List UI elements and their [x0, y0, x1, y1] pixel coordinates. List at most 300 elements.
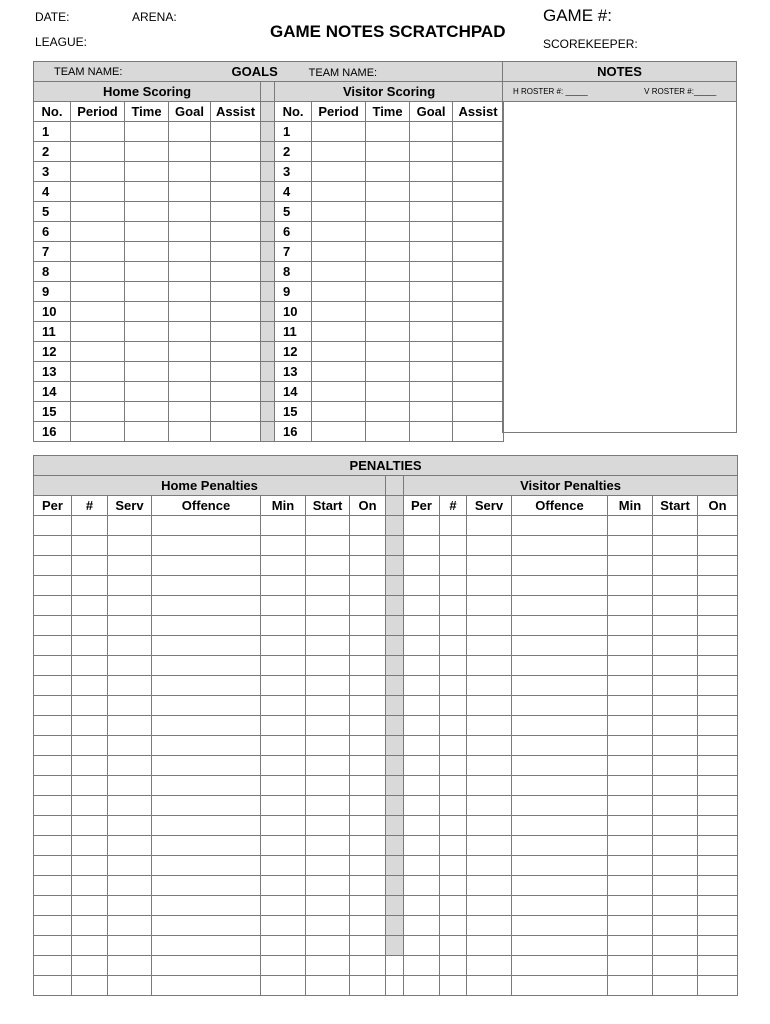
home-penalty-cell[interactable] [152, 576, 261, 596]
home-goal-cell[interactable] [71, 422, 125, 442]
home-penalty-cell[interactable] [306, 896, 350, 916]
home-penalty-cell[interactable] [306, 916, 350, 936]
home-goal-cell[interactable] [169, 162, 211, 182]
visitor-goal-cell[interactable] [453, 282, 504, 302]
visitor-goal-cell[interactable] [366, 242, 410, 262]
home-penalty-cell[interactable] [306, 856, 350, 876]
home-penalty-cell[interactable] [261, 696, 306, 716]
home-penalty-cell[interactable] [34, 716, 72, 736]
visitor-goal-cell[interactable] [366, 282, 410, 302]
home-penalty-cell[interactable] [152, 696, 261, 716]
home-penalty-cell[interactable] [261, 756, 306, 776]
visitor-goal-cell[interactable] [312, 322, 366, 342]
visitor-goal-cell[interactable] [453, 222, 504, 242]
visitor-penalty-cell[interactable] [440, 856, 467, 876]
visitor-penalty-cell[interactable] [467, 736, 512, 756]
visitor-goal-cell[interactable] [453, 382, 504, 402]
home-goal-cell[interactable] [169, 142, 211, 162]
home-penalty-cell[interactable] [108, 776, 152, 796]
visitor-penalty-cell[interactable] [404, 936, 440, 956]
visitor-penalty-cell[interactable] [440, 716, 467, 736]
visitor-penalty-cell[interactable] [512, 636, 608, 656]
home-penalty-cell[interactable] [306, 596, 350, 616]
home-penalty-cell[interactable] [72, 856, 108, 876]
visitor-penalty-cell[interactable] [467, 756, 512, 776]
visitor-penalty-cell[interactable] [404, 676, 440, 696]
visitor-goal-cell[interactable] [366, 362, 410, 382]
visitor-penalty-cell[interactable] [440, 596, 467, 616]
home-goal-cell[interactable] [125, 262, 169, 282]
home-goal-cell[interactable] [71, 322, 125, 342]
home-penalty-cell[interactable] [306, 516, 350, 536]
visitor-penalty-cell[interactable] [698, 716, 738, 736]
visitor-penalty-cell[interactable] [467, 576, 512, 596]
visitor-penalty-cell[interactable] [440, 556, 467, 576]
visitor-penalty-cell[interactable] [653, 916, 698, 936]
visitor-penalty-cell[interactable] [698, 596, 738, 616]
home-penalty-cell[interactable] [350, 896, 386, 916]
home-penalty-cell[interactable] [72, 656, 108, 676]
home-penalty-cell[interactable] [350, 756, 386, 776]
visitor-goal-cell[interactable] [312, 222, 366, 242]
home-goal-cell[interactable] [211, 362, 261, 382]
visitor-penalty-cell[interactable] [404, 716, 440, 736]
home-penalty-cell[interactable] [108, 956, 152, 976]
visitor-penalty-cell[interactable] [467, 896, 512, 916]
home-penalty-cell[interactable] [108, 516, 152, 536]
visitor-penalty-cell[interactable] [467, 516, 512, 536]
home-penalty-cell[interactable] [108, 936, 152, 956]
home-goal-cell[interactable] [169, 182, 211, 202]
visitor-penalty-cell[interactable] [608, 836, 653, 856]
visitor-goal-cell[interactable] [410, 242, 453, 262]
visitor-penalty-cell[interactable] [653, 876, 698, 896]
visitor-penalty-cell[interactable] [698, 656, 738, 676]
home-penalty-cell[interactable] [306, 816, 350, 836]
home-penalty-cell[interactable] [350, 856, 386, 876]
home-penalty-cell[interactable] [152, 796, 261, 816]
home-penalty-cell[interactable] [34, 636, 72, 656]
visitor-goal-cell[interactable] [366, 422, 410, 442]
home-goal-cell[interactable] [125, 362, 169, 382]
home-goal-cell[interactable] [169, 122, 211, 142]
visitor-goal-cell[interactable] [312, 242, 366, 262]
visitor-goal-cell[interactable] [453, 322, 504, 342]
visitor-penalty-cell[interactable] [467, 856, 512, 876]
visitor-goal-cell[interactable] [453, 142, 504, 162]
home-penalty-cell[interactable] [261, 536, 306, 556]
visitor-penalty-cell[interactable] [467, 876, 512, 896]
visitor-penalty-cell[interactable] [467, 716, 512, 736]
home-penalty-cell[interactable] [152, 716, 261, 736]
visitor-penalty-cell[interactable] [440, 876, 467, 896]
home-penalty-cell[interactable] [108, 916, 152, 936]
visitor-penalty-cell[interactable] [653, 656, 698, 676]
home-penalty-cell[interactable] [108, 696, 152, 716]
home-goal-cell[interactable] [169, 302, 211, 322]
visitor-penalty-cell[interactable] [512, 856, 608, 876]
home-goal-cell[interactable] [71, 342, 125, 362]
visitor-penalty-cell[interactable] [440, 696, 467, 716]
home-penalty-cell[interactable] [350, 676, 386, 696]
home-penalty-cell[interactable] [306, 696, 350, 716]
visitor-goal-cell[interactable] [366, 342, 410, 362]
home-penalty-cell[interactable] [72, 716, 108, 736]
home-penalty-cell[interactable] [34, 836, 72, 856]
visitor-penalty-cell[interactable] [698, 516, 738, 536]
visitor-goal-cell[interactable] [410, 402, 453, 422]
home-penalty-cell[interactable] [72, 616, 108, 636]
visitor-goal-cell[interactable] [312, 362, 366, 382]
visitor-penalty-cell[interactable] [698, 576, 738, 596]
home-goal-cell[interactable] [125, 182, 169, 202]
visitor-penalty-cell[interactable] [653, 956, 698, 976]
home-penalty-cell[interactable] [108, 556, 152, 576]
home-penalty-cell[interactable] [108, 596, 152, 616]
visitor-penalty-cell[interactable] [512, 776, 608, 796]
home-penalty-cell[interactable] [34, 736, 72, 756]
visitor-goal-cell[interactable] [312, 162, 366, 182]
home-goal-cell[interactable] [169, 322, 211, 342]
home-penalty-cell[interactable] [108, 576, 152, 596]
home-goal-cell[interactable] [125, 302, 169, 322]
home-goal-cell[interactable] [125, 162, 169, 182]
visitor-penalty-cell[interactable] [467, 676, 512, 696]
visitor-penalty-cell[interactable] [440, 776, 467, 796]
home-penalty-cell[interactable] [261, 556, 306, 576]
visitor-penalty-cell[interactable] [467, 636, 512, 656]
visitor-penalty-cell[interactable] [512, 736, 608, 756]
visitor-penalty-cell[interactable] [698, 756, 738, 776]
home-penalty-cell[interactable] [350, 556, 386, 576]
home-penalty-cell[interactable] [34, 856, 72, 876]
visitor-penalty-cell[interactable] [608, 976, 653, 996]
home-penalty-cell[interactable] [152, 516, 261, 536]
home-penalty-cell[interactable] [261, 976, 306, 996]
home-goal-cell[interactable] [211, 422, 261, 442]
visitor-goal-cell[interactable] [453, 122, 504, 142]
visitor-penalty-cell[interactable] [698, 956, 738, 976]
visitor-goal-cell[interactable] [410, 342, 453, 362]
home-penalty-cell[interactable] [306, 836, 350, 856]
home-penalty-cell[interactable] [108, 836, 152, 856]
visitor-goal-cell[interactable] [410, 282, 453, 302]
home-goal-cell[interactable] [211, 222, 261, 242]
home-penalty-cell[interactable] [108, 816, 152, 836]
home-goal-cell[interactable] [169, 262, 211, 282]
visitor-penalty-cell[interactable] [512, 976, 608, 996]
visitor-penalty-cell[interactable] [404, 556, 440, 576]
home-penalty-cell[interactable] [261, 636, 306, 656]
visitor-penalty-cell[interactable] [467, 796, 512, 816]
visitor-penalty-cell[interactable] [440, 576, 467, 596]
visitor-penalty-cell[interactable] [608, 736, 653, 756]
home-penalty-cell[interactable] [350, 536, 386, 556]
home-penalty-cell[interactable] [34, 776, 72, 796]
visitor-penalty-cell[interactable] [467, 936, 512, 956]
visitor-goal-cell[interactable] [312, 382, 366, 402]
visitor-penalty-cell[interactable] [440, 836, 467, 856]
home-goal-cell[interactable] [169, 362, 211, 382]
visitor-goal-cell[interactable] [312, 122, 366, 142]
visitor-goal-cell[interactable] [312, 262, 366, 282]
home-penalty-cell[interactable] [108, 876, 152, 896]
visitor-goal-cell[interactable] [410, 162, 453, 182]
visitor-penalty-cell[interactable] [653, 576, 698, 596]
home-goal-cell[interactable] [211, 382, 261, 402]
home-penalty-cell[interactable] [34, 936, 72, 956]
home-penalty-cell[interactable] [350, 976, 386, 996]
home-goal-cell[interactable] [169, 202, 211, 222]
visitor-penalty-cell[interactable] [653, 836, 698, 856]
visitor-goal-cell[interactable] [410, 262, 453, 282]
home-penalty-cell[interactable] [350, 576, 386, 596]
visitor-penalty-cell[interactable] [404, 876, 440, 896]
home-penalty-cell[interactable] [152, 776, 261, 796]
visitor-penalty-cell[interactable] [467, 616, 512, 636]
visitor-penalty-cell[interactable] [653, 696, 698, 716]
home-penalty-cell[interactable] [261, 916, 306, 936]
visitor-goal-cell[interactable] [453, 242, 504, 262]
home-goal-cell[interactable] [71, 182, 125, 202]
visitor-penalty-cell[interactable] [698, 856, 738, 876]
visitor-goal-cell[interactable] [410, 362, 453, 382]
home-penalty-cell[interactable] [34, 796, 72, 816]
visitor-penalty-cell[interactable] [404, 636, 440, 656]
visitor-penalty-cell[interactable] [653, 616, 698, 636]
visitor-goal-cell[interactable] [453, 262, 504, 282]
visitor-goal-cell[interactable] [312, 402, 366, 422]
visitor-penalty-cell[interactable] [440, 676, 467, 696]
home-goal-cell[interactable] [125, 142, 169, 162]
visitor-penalty-cell[interactable] [512, 676, 608, 696]
visitor-penalty-cell[interactable] [404, 656, 440, 676]
home-penalty-cell[interactable] [152, 856, 261, 876]
visitor-penalty-cell[interactable] [512, 576, 608, 596]
home-penalty-cell[interactable] [152, 596, 261, 616]
home-penalty-cell[interactable] [72, 636, 108, 656]
home-penalty-cell[interactable] [152, 956, 261, 976]
visitor-penalty-cell[interactable] [467, 836, 512, 856]
home-penalty-cell[interactable] [261, 816, 306, 836]
home-goal-cell[interactable] [125, 202, 169, 222]
visitor-penalty-cell[interactable] [698, 976, 738, 996]
visitor-penalty-cell[interactable] [467, 956, 512, 976]
visitor-penalty-cell[interactable] [608, 716, 653, 736]
visitor-penalty-cell[interactable] [698, 916, 738, 936]
home-penalty-cell[interactable] [306, 976, 350, 996]
home-goal-cell[interactable] [71, 202, 125, 222]
home-penalty-cell[interactable] [261, 796, 306, 816]
visitor-goal-cell[interactable] [410, 142, 453, 162]
visitor-penalty-cell[interactable] [512, 656, 608, 676]
home-penalty-cell[interactable] [152, 536, 261, 556]
visitor-penalty-cell[interactable] [512, 536, 608, 556]
home-penalty-cell[interactable] [72, 836, 108, 856]
home-penalty-cell[interactable] [72, 596, 108, 616]
home-penalty-cell[interactable] [72, 956, 108, 976]
home-goal-cell[interactable] [125, 382, 169, 402]
home-goal-cell[interactable] [211, 322, 261, 342]
home-goal-cell[interactable] [169, 342, 211, 362]
home-penalty-cell[interactable] [306, 756, 350, 776]
visitor-goal-cell[interactable] [366, 222, 410, 242]
visitor-penalty-cell[interactable] [512, 836, 608, 856]
home-penalty-cell[interactable] [152, 656, 261, 676]
visitor-goal-cell[interactable] [453, 362, 504, 382]
visitor-penalty-cell[interactable] [608, 536, 653, 556]
home-penalty-cell[interactable] [34, 816, 72, 836]
home-penalty-cell[interactable] [152, 556, 261, 576]
visitor-penalty-cell[interactable] [467, 656, 512, 676]
visitor-goal-cell[interactable] [366, 202, 410, 222]
home-penalty-cell[interactable] [34, 916, 72, 936]
home-penalty-cell[interactable] [350, 696, 386, 716]
home-penalty-cell[interactable] [306, 776, 350, 796]
home-goal-cell[interactable] [125, 282, 169, 302]
home-penalty-cell[interactable] [306, 676, 350, 696]
visitor-penalty-cell[interactable] [512, 816, 608, 836]
home-penalty-cell[interactable] [72, 936, 108, 956]
home-penalty-cell[interactable] [350, 816, 386, 836]
visitor-penalty-cell[interactable] [608, 776, 653, 796]
visitor-goal-cell[interactable] [410, 202, 453, 222]
home-penalty-cell[interactable] [350, 916, 386, 936]
visitor-penalty-cell[interactable] [512, 596, 608, 616]
visitor-goal-cell[interactable] [366, 302, 410, 322]
visitor-penalty-cell[interactable] [653, 756, 698, 776]
visitor-penalty-cell[interactable] [440, 936, 467, 956]
visitor-penalty-cell[interactable] [653, 556, 698, 576]
visitor-penalty-cell[interactable] [608, 896, 653, 916]
visitor-penalty-cell[interactable] [698, 836, 738, 856]
home-goal-cell[interactable] [71, 282, 125, 302]
visitor-penalty-cell[interactable] [440, 956, 467, 976]
home-penalty-cell[interactable] [152, 756, 261, 776]
home-penalty-cell[interactable] [108, 976, 152, 996]
visitor-penalty-cell[interactable] [404, 976, 440, 996]
visitor-penalty-cell[interactable] [608, 856, 653, 876]
home-penalty-cell[interactable] [261, 936, 306, 956]
home-penalty-cell[interactable] [34, 556, 72, 576]
home-penalty-cell[interactable] [306, 716, 350, 736]
visitor-goal-cell[interactable] [453, 302, 504, 322]
home-goal-cell[interactable] [169, 282, 211, 302]
visitor-penalty-cell[interactable] [653, 736, 698, 756]
home-goal-cell[interactable] [71, 222, 125, 242]
visitor-penalty-cell[interactable] [404, 516, 440, 536]
visitor-penalty-cell[interactable] [608, 956, 653, 976]
home-penalty-cell[interactable] [261, 676, 306, 696]
home-goal-cell[interactable] [211, 142, 261, 162]
home-penalty-cell[interactable] [306, 636, 350, 656]
home-goal-cell[interactable] [211, 162, 261, 182]
visitor-goal-cell[interactable] [410, 422, 453, 442]
visitor-goal-cell[interactable] [312, 302, 366, 322]
visitor-penalty-cell[interactable] [440, 736, 467, 756]
visitor-goal-cell[interactable] [410, 302, 453, 322]
visitor-penalty-cell[interactable] [653, 776, 698, 796]
visitor-penalty-cell[interactable] [467, 696, 512, 716]
home-penalty-cell[interactable] [72, 696, 108, 716]
visitor-goal-cell[interactable] [312, 422, 366, 442]
home-penalty-cell[interactable] [261, 576, 306, 596]
visitor-penalty-cell[interactable] [608, 816, 653, 836]
visitor-penalty-cell[interactable] [404, 736, 440, 756]
home-goal-cell[interactable] [71, 262, 125, 282]
home-penalty-cell[interactable] [72, 896, 108, 916]
visitor-penalty-cell[interactable] [512, 896, 608, 916]
visitor-penalty-cell[interactable] [698, 776, 738, 796]
home-penalty-cell[interactable] [34, 696, 72, 716]
visitor-penalty-cell[interactable] [404, 696, 440, 716]
visitor-goal-cell[interactable] [453, 162, 504, 182]
home-penalty-cell[interactable] [108, 676, 152, 696]
home-penalty-cell[interactable] [350, 636, 386, 656]
home-penalty-cell[interactable] [72, 516, 108, 536]
home-penalty-cell[interactable] [261, 836, 306, 856]
visitor-penalty-cell[interactable] [608, 616, 653, 636]
home-penalty-cell[interactable] [261, 596, 306, 616]
home-goal-cell[interactable] [169, 382, 211, 402]
visitor-penalty-cell[interactable] [698, 796, 738, 816]
visitor-penalty-cell[interactable] [698, 876, 738, 896]
visitor-penalty-cell[interactable] [440, 516, 467, 536]
visitor-penalty-cell[interactable] [698, 696, 738, 716]
home-goal-cell[interactable] [125, 422, 169, 442]
home-penalty-cell[interactable] [34, 536, 72, 556]
visitor-penalty-cell[interactable] [653, 796, 698, 816]
home-penalty-cell[interactable] [72, 816, 108, 836]
home-penalty-cell[interactable] [306, 556, 350, 576]
home-goal-cell[interactable] [169, 402, 211, 422]
home-penalty-cell[interactable] [306, 956, 350, 976]
visitor-penalty-cell[interactable] [512, 756, 608, 776]
home-penalty-cell[interactable] [261, 776, 306, 796]
visitor-penalty-cell[interactable] [608, 676, 653, 696]
visitor-penalty-cell[interactable] [512, 556, 608, 576]
visitor-goal-cell[interactable] [366, 402, 410, 422]
home-penalty-cell[interactable] [34, 656, 72, 676]
home-penalty-cell[interactable] [306, 536, 350, 556]
visitor-penalty-cell[interactable] [440, 816, 467, 836]
visitor-penalty-cell[interactable] [404, 536, 440, 556]
home-penalty-cell[interactable] [72, 776, 108, 796]
visitor-penalty-cell[interactable] [404, 596, 440, 616]
home-goal-cell[interactable] [211, 302, 261, 322]
visitor-goal-cell[interactable] [410, 182, 453, 202]
visitor-penalty-cell[interactable] [608, 696, 653, 716]
home-penalty-cell[interactable] [350, 616, 386, 636]
visitor-goal-cell[interactable] [312, 202, 366, 222]
home-penalty-cell[interactable] [306, 616, 350, 636]
home-goal-cell[interactable] [71, 122, 125, 142]
visitor-penalty-cell[interactable] [404, 576, 440, 596]
home-penalty-cell[interactable] [72, 756, 108, 776]
home-goal-cell[interactable] [125, 342, 169, 362]
visitor-penalty-cell[interactable] [440, 616, 467, 636]
home-goal-cell[interactable] [169, 422, 211, 442]
home-penalty-cell[interactable] [261, 716, 306, 736]
visitor-penalty-cell[interactable] [467, 596, 512, 616]
home-penalty-cell[interactable] [34, 976, 72, 996]
visitor-goal-cell[interactable] [453, 202, 504, 222]
home-penalty-cell[interactable] [34, 876, 72, 896]
home-penalty-cell[interactable] [350, 596, 386, 616]
visitor-penalty-cell[interactable] [698, 616, 738, 636]
home-goal-cell[interactable] [125, 222, 169, 242]
visitor-penalty-cell[interactable] [512, 696, 608, 716]
